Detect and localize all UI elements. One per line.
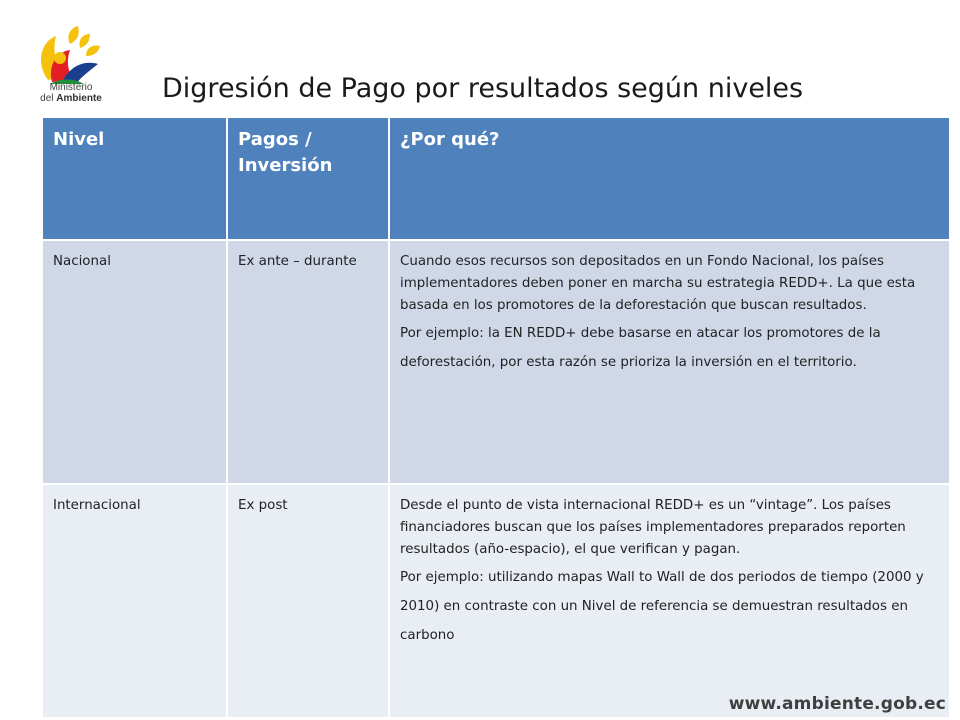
cell-nivel: Internacional xyxy=(42,484,227,718)
table-row xyxy=(42,240,950,484)
logo-text xyxy=(22,82,120,104)
logo-line2 xyxy=(22,93,120,104)
table-header-row xyxy=(42,117,950,240)
header-nivel: Nivel xyxy=(42,117,227,240)
logo-line2-bold: Ambiente xyxy=(56,93,102,104)
page-title: Digresión de Pago por resultados según niveles xyxy=(162,73,804,104)
cell-pagos: Ex ante – durante xyxy=(227,240,389,484)
table-row xyxy=(42,484,950,718)
footer-url: www.ambiente.gob.ec xyxy=(728,694,946,714)
example-paragraph: Por ejemplo: la EN REDD+ debe basarse en atacar los promotores de la deforestación, por esta razón se prioriza la inversión en el territorio. xyxy=(400,326,881,370)
cell-pagos: Ex post xyxy=(227,484,389,718)
logo-line1: Ministerio xyxy=(49,82,93,93)
example-paragraph: Por ejemplo: utilizando mapas Wall to Wall de dos periodos de tiempo (2000 y 2010) en contraste con un Nivel de referencia se demuestran resultados en carbono xyxy=(400,570,924,643)
description-paragraph: Desde el punto de vista internacional REDD+ es un “vintage”. Los países financiadores buscan que los países implementadores preparados reporten resultados (año-espacio), el que verifican y pagan. xyxy=(400,498,906,557)
header-por-que: ¿Por qué? xyxy=(389,117,950,240)
header-pagos: Pagos / Inversión xyxy=(227,117,389,240)
cell-nivel: Nacional xyxy=(42,240,227,484)
levels-table xyxy=(41,116,951,719)
description-paragraph: Cuando esos recursos son depositados en un Fondo Nacional, los países implementadores deben poner en marcha su estrategia REDD+. La que esta basada en los promotores de la deforestación que buscan resultados. xyxy=(400,254,916,313)
sun-emblem-icon xyxy=(41,26,100,84)
cell-description xyxy=(389,240,950,484)
cell-description xyxy=(389,484,950,718)
logo-line2-prefix: del xyxy=(40,93,57,104)
